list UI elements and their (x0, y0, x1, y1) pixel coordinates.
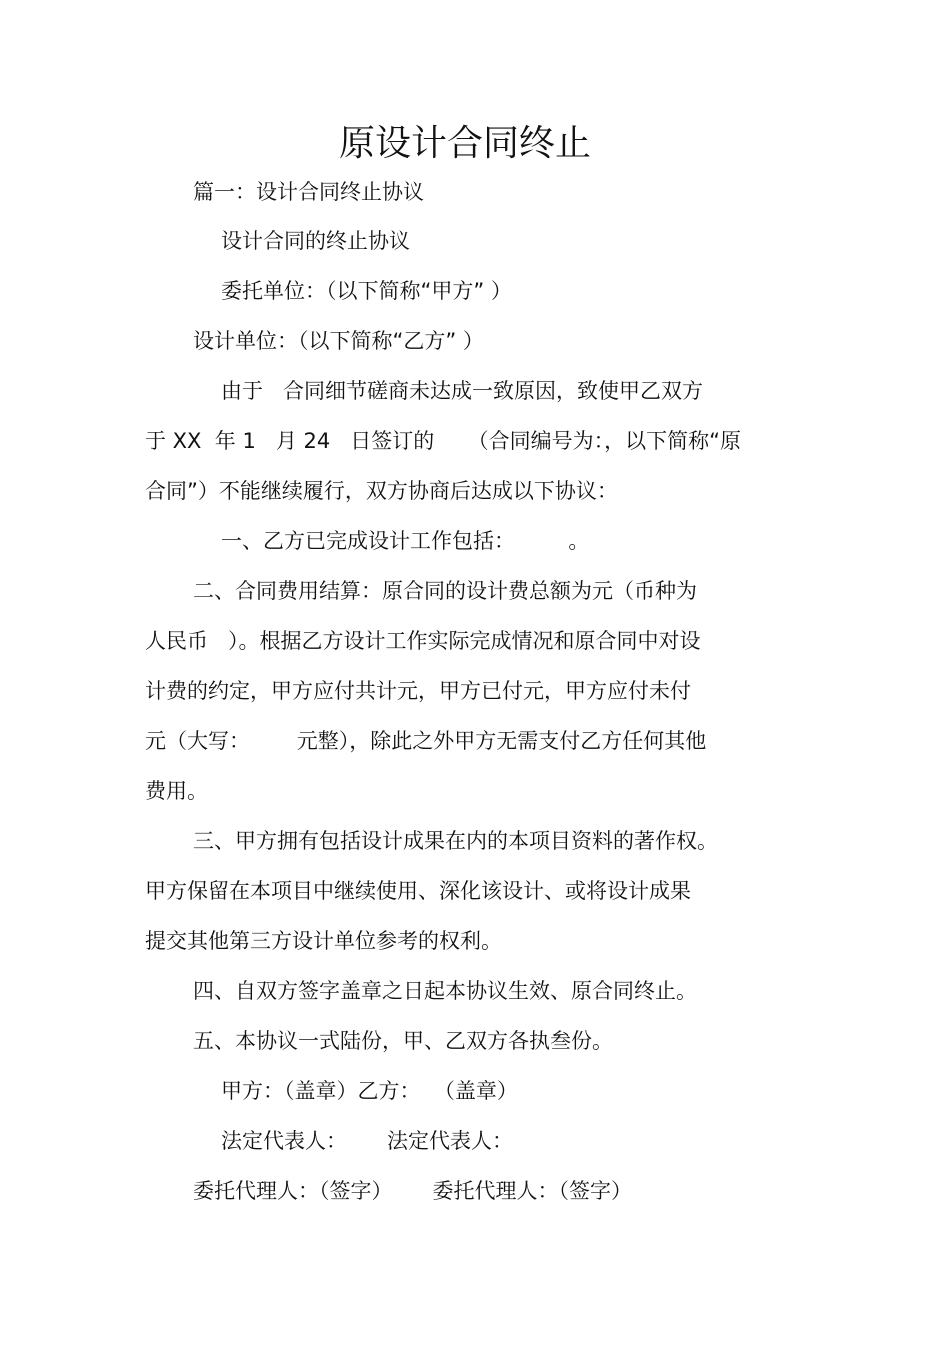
doc-line-14: 三、甲方拥有包括设计成果在内的本项目资料的著作权。 (193, 829, 718, 853)
doc-line-20: 法定代表人： 法定代表人： (221, 1129, 514, 1153)
doc-line-4: 设计单位：（以下简称“乙方” ） (193, 329, 484, 353)
doc-line-7: 合同”）不能继续履行，双方协商后达成以下协议： (145, 479, 618, 503)
doc-line-13: 费用。 (145, 779, 208, 803)
doc-line-5: 由于 合同细节磋商未达成一致原因，致使甲乙双方 (221, 379, 704, 403)
doc-line-9: 二、合同费用结算：原合同的设计费总额为元（币种为 (193, 579, 697, 603)
doc-line-3: 委托单位：（以下简称“甲方” ） (221, 279, 512, 303)
doc-line-21: 委托代理人：（签字） 委托代理人：（签字） (193, 1179, 633, 1203)
doc-line-6: 于 XX 年 1 月 24 日签订的 （合同编号为：，以下简称“原 (145, 429, 742, 453)
doc-line-17: 四、自双方签字盖章之日起本协议生效、原合同终止。 (193, 979, 697, 1003)
doc-line-2: 设计合同的终止协议 (221, 229, 410, 253)
doc-line-19: 甲方：（盖章）乙方： （盖章） (221, 1079, 518, 1103)
doc-line-11: 计费的约定，甲方应付共计元，甲方已付元，甲方应付未付 (145, 679, 691, 703)
doc-line-1: 篇一：设计合同终止协议 (193, 180, 424, 204)
doc-line-18: 五、本协议一式陆份，甲、乙双方各执叁份。 (193, 1029, 613, 1053)
doc-line-10: 人民币 ）。根据乙方设计工作实际完成情况和原合同中对设 (145, 629, 701, 653)
doc-line-12: 元（大写： 元整），除此之外甲方无需支付乙方任何其他 (145, 729, 707, 753)
document-title: 原设计合同终止 (338, 123, 591, 164)
doc-line-16: 提交其他第三方设计单位参考的权利。 (145, 929, 502, 953)
doc-line-8: 一、乙方已完成设计工作包括： 。 (221, 529, 590, 553)
doc-line-15: 甲方保留在本项目中继续使用、深化该设计、或将设计成果 (145, 879, 691, 903)
